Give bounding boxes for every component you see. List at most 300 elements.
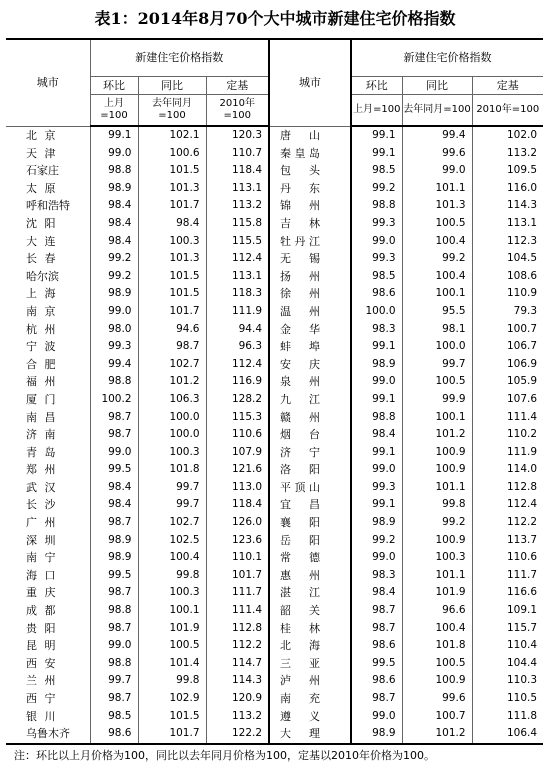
city-name-left: 深圳 (26, 533, 56, 547)
mom-value-right: 99.1 (351, 126, 402, 145)
table-row (6, 672, 543, 690)
mom-value-left: 98.4 (90, 496, 138, 514)
base-value-left: 126.0 (206, 514, 269, 532)
yoy-value-right: 101.2 (402, 426, 472, 444)
yoy-value-left: 106.3 (138, 391, 206, 409)
table-row (6, 285, 543, 303)
yoy-value-right: 100.5 (402, 655, 472, 673)
column-header-mom-left: 环比 (90, 77, 138, 95)
table-row (6, 233, 543, 251)
city-name-right: 三亚 (269, 655, 351, 673)
table-body (6, 126, 543, 744)
city-name-left: 青岛 (26, 445, 56, 459)
yoy-value-right: 98.1 (402, 321, 472, 339)
mom-value-right: 99.3 (351, 479, 402, 497)
mom-value-right: 98.6 (351, 637, 402, 655)
table-row (6, 338, 543, 356)
yoy-value-left: 101.3 (138, 180, 206, 198)
city-name-right: 唐山 (269, 126, 351, 145)
base-value-left: 115.5 (206, 233, 269, 251)
table-row (6, 725, 543, 744)
yoy-value-right: 101.1 (402, 479, 472, 497)
city-name-right: 宜昌 (269, 496, 351, 514)
city-name-right: 大理 (269, 725, 351, 744)
city-name-right: 秦皇岛 (269, 145, 351, 163)
yoy-value-right: 100.4 (402, 268, 472, 286)
mom-value-left: 99.5 (90, 461, 138, 479)
base-value-left: 118.3 (206, 285, 269, 303)
mom-value-left: 98.7 (90, 426, 138, 444)
table-row (6, 409, 543, 427)
mom-value-left: 98.7 (90, 514, 138, 532)
city-name-right: 赣州 (269, 409, 351, 427)
base-value-right: 113.1 (472, 215, 543, 233)
base-value-left: 113.2 (206, 197, 269, 215)
city-name-left: 西安 (26, 656, 56, 670)
unit-header-mom-right: 上月=100 (351, 95, 402, 127)
table-row (6, 637, 543, 655)
city-name-right: 包头 (269, 162, 351, 180)
mom-value-left: 98.7 (90, 620, 138, 638)
mom-value-right: 98.9 (351, 514, 402, 532)
yoy-value-right: 99.9 (402, 391, 472, 409)
base-value-left: 116.9 (206, 373, 269, 391)
base-value-right: 110.4 (472, 637, 543, 655)
yoy-value-right: 101.8 (402, 637, 472, 655)
mom-value-right: 98.5 (351, 268, 402, 286)
table-row (6, 145, 543, 163)
city-name-right: 南充 (269, 690, 351, 708)
mom-value-right: 99.0 (351, 373, 402, 391)
base-value-right: 113.2 (472, 145, 543, 163)
base-value-right: 110.6 (472, 549, 543, 567)
city-name-left: 杭州 (26, 322, 56, 336)
yoy-value-left: 102.5 (138, 532, 206, 550)
yoy-value-left: 101.3 (138, 250, 206, 268)
base-value-right: 116.6 (472, 584, 543, 602)
city-name-left: 南京 (26, 304, 56, 318)
city-name-right: 济宁 (269, 444, 351, 462)
base-value-right: 109.5 (472, 162, 543, 180)
base-value-left: 113.0 (206, 479, 269, 497)
yoy-value-right: 100.5 (402, 373, 472, 391)
column-group-header-right: 新建住宅价格指数 (351, 39, 543, 77)
mom-value-left: 98.7 (90, 584, 138, 602)
table-row (6, 215, 543, 233)
base-value-right: 111.8 (472, 708, 543, 726)
yoy-value-left: 99.7 (138, 479, 206, 497)
yoy-value-left: 100.4 (138, 549, 206, 567)
yoy-value-right: 100.9 (402, 444, 472, 462)
header-row-group (6, 39, 543, 77)
table-row (6, 496, 543, 514)
yoy-value-right: 99.0 (402, 162, 472, 180)
mom-value-left: 98.0 (90, 321, 138, 339)
yoy-value-right: 99.6 (402, 145, 472, 163)
column-group-header-left: 新建住宅价格指数 (90, 39, 269, 77)
base-value-right: 111.4 (472, 409, 543, 427)
mom-value-right: 99.3 (351, 250, 402, 268)
base-value-left: 113.1 (206, 268, 269, 286)
yoy-value-left: 100.0 (138, 409, 206, 427)
city-name-left: 宁波 (26, 340, 56, 354)
base-value-left: 112.8 (206, 620, 269, 638)
city-name-left: 广州 (26, 516, 56, 530)
yoy-value-left: 101.4 (138, 655, 206, 673)
table-row (6, 690, 543, 708)
base-value-left: 115.3 (206, 409, 269, 427)
yoy-value-left: 101.9 (138, 620, 206, 638)
mom-value-left: 99.3 (90, 338, 138, 356)
city-name-left: 南昌 (26, 410, 56, 424)
column-header-city-left: 城市 (6, 39, 90, 126)
city-name-left: 乌鲁木齐 (6, 725, 90, 744)
table-row (6, 180, 543, 198)
mom-value-left: 98.4 (90, 215, 138, 233)
base-value-left: 110.1 (206, 549, 269, 567)
yoy-value-left: 101.8 (138, 461, 206, 479)
yoy-value-left: 100.3 (138, 233, 206, 251)
city-name-right: 韶关 (269, 602, 351, 620)
base-value-right: 108.6 (472, 268, 543, 286)
mom-value-left: 98.4 (90, 233, 138, 251)
yoy-value-left: 101.7 (138, 197, 206, 215)
base-value-left: 114.7 (206, 655, 269, 673)
unit-header-base-left: 2010年=100 (206, 95, 269, 127)
city-name-right: 丹东 (269, 180, 351, 198)
city-name-left: 济南 (26, 428, 56, 442)
mom-value-right: 99.5 (351, 655, 402, 673)
mom-value-right: 98.6 (351, 672, 402, 690)
base-value-left: 123.6 (206, 532, 269, 550)
base-value-right: 102.0 (472, 126, 543, 145)
base-value-left: 110.6 (206, 426, 269, 444)
city-name-right: 温州 (269, 303, 351, 321)
mom-value-right: 99.1 (351, 391, 402, 409)
city-name-left: 天津 (26, 146, 56, 160)
yoy-value-left: 101.5 (138, 268, 206, 286)
city-name-right: 湛江 (269, 584, 351, 602)
city-name-right: 泉州 (269, 373, 351, 391)
column-header-city-right: 城市 (269, 39, 351, 126)
unit-header-yoy-right: 去年同月=100 (402, 95, 472, 127)
base-value-left: 112.4 (206, 250, 269, 268)
base-value-left: 120.9 (206, 690, 269, 708)
base-value-right: 106.9 (472, 356, 543, 374)
yoy-value-right: 100.0 (402, 338, 472, 356)
city-name-left: 南宁 (26, 551, 56, 565)
base-value-left: 112.2 (206, 637, 269, 655)
city-name-right: 扬州 (269, 268, 351, 286)
mom-value-left: 99.2 (90, 250, 138, 268)
city-name-right: 常德 (269, 549, 351, 567)
mom-value-left: 98.9 (90, 180, 138, 198)
base-value-left: 118.4 (206, 496, 269, 514)
city-name-left: 长春 (26, 252, 56, 266)
city-name-right: 襄阳 (269, 514, 351, 532)
mom-value-left: 98.4 (90, 197, 138, 215)
yoy-value-left: 100.3 (138, 444, 206, 462)
base-value-right: 112.3 (472, 233, 543, 251)
base-value-left: 94.4 (206, 321, 269, 339)
base-value-left: 120.3 (206, 126, 269, 145)
city-name-left: 兰州 (26, 674, 56, 688)
table-row (6, 356, 543, 374)
unit-header-base-right: 2010年=100 (472, 95, 543, 127)
city-name-left: 大连 (26, 234, 56, 248)
base-value-right: 113.7 (472, 532, 543, 550)
mom-value-left: 98.5 (90, 708, 138, 726)
base-value-right: 105.9 (472, 373, 543, 391)
yoy-value-right: 101.1 (402, 567, 472, 585)
mom-value-right: 98.7 (351, 690, 402, 708)
city-name-right: 岳阳 (269, 532, 351, 550)
base-value-left: 113.2 (206, 708, 269, 726)
base-value-left: 111.7 (206, 584, 269, 602)
base-value-right: 110.5 (472, 690, 543, 708)
mom-value-left: 99.0 (90, 444, 138, 462)
mom-value-left: 99.2 (90, 268, 138, 286)
mom-value-left: 99.0 (90, 303, 138, 321)
city-name-left: 福州 (26, 375, 56, 389)
table-row (6, 303, 543, 321)
mom-value-right: 99.2 (351, 180, 402, 198)
mom-value-right: 98.4 (351, 584, 402, 602)
yoy-value-left: 100.0 (138, 426, 206, 444)
base-value-left: 112.4 (206, 356, 269, 374)
mom-value-left: 99.0 (90, 145, 138, 163)
column-header-base-right: 定基 (472, 77, 543, 95)
mom-value-right: 99.1 (351, 145, 402, 163)
mom-value-right: 99.1 (351, 338, 402, 356)
yoy-value-right: 96.6 (402, 602, 472, 620)
base-value-left: 121.6 (206, 461, 269, 479)
yoy-value-right: 100.4 (402, 233, 472, 251)
base-value-left: 118.4 (206, 162, 269, 180)
base-value-right: 115.7 (472, 620, 543, 638)
base-value-right: 112.4 (472, 496, 543, 514)
yoy-value-left: 102.1 (138, 126, 206, 145)
yoy-value-right: 101.1 (402, 180, 472, 198)
city-name-right: 徐州 (269, 285, 351, 303)
mom-value-left: 98.7 (90, 690, 138, 708)
city-name-left: 贵阳 (26, 621, 56, 635)
yoy-value-right: 100.9 (402, 461, 472, 479)
city-name-right: 牡丹江 (269, 233, 351, 251)
city-name-right: 遵义 (269, 708, 351, 726)
city-name-left: 昆明 (26, 639, 56, 653)
mom-value-right: 99.0 (351, 708, 402, 726)
table-row (6, 620, 543, 638)
city-name-right: 烟台 (269, 426, 351, 444)
base-value-right: 79.3 (472, 303, 543, 321)
city-name-right: 金华 (269, 321, 351, 339)
table-row (6, 126, 543, 145)
mom-value-right: 98.5 (351, 162, 402, 180)
yoy-value-right: 100.9 (402, 672, 472, 690)
table-row (6, 567, 543, 585)
mom-value-right: 99.1 (351, 496, 402, 514)
mom-value-right: 99.0 (351, 549, 402, 567)
city-name-left: 呼和浩特 (26, 199, 70, 213)
yoy-value-right: 99.6 (402, 690, 472, 708)
table-row (6, 514, 543, 532)
mom-value-right: 99.2 (351, 532, 402, 550)
mom-value-left: 99.7 (90, 672, 138, 690)
base-value-right: 114.0 (472, 461, 543, 479)
yoy-value-left: 98.7 (138, 338, 206, 356)
table-row (6, 584, 543, 602)
base-value-right: 112.2 (472, 514, 543, 532)
table-row (6, 197, 543, 215)
table-row (6, 708, 543, 726)
yoy-value-right: 101.3 (402, 197, 472, 215)
mom-value-right: 100.0 (351, 303, 402, 321)
city-name-right: 锦州 (269, 197, 351, 215)
city-name-left: 海口 (26, 568, 56, 582)
base-value-left: 111.4 (206, 602, 269, 620)
mom-value-right: 98.8 (351, 409, 402, 427)
base-value-right: 114.3 (472, 197, 543, 215)
base-value-left: 107.9 (206, 444, 269, 462)
city-name-right: 洛阳 (269, 461, 351, 479)
yoy-value-left: 101.7 (138, 303, 206, 321)
mom-value-right: 98.9 (351, 725, 402, 744)
city-name-left: 长沙 (26, 498, 56, 512)
city-name-left: 哈尔滨 (26, 269, 59, 283)
yoy-value-left: 99.8 (138, 672, 206, 690)
table-row (6, 250, 543, 268)
yoy-value-left: 101.7 (138, 725, 206, 744)
city-name-right: 安庆 (269, 356, 351, 374)
mom-value-left: 98.9 (90, 532, 138, 550)
city-name-left: 郑州 (26, 463, 56, 477)
yoy-value-left: 98.4 (138, 215, 206, 233)
table-row (6, 391, 543, 409)
mom-value-left: 98.4 (90, 479, 138, 497)
base-value-left: 115.8 (206, 215, 269, 233)
yoy-value-right: 99.8 (402, 496, 472, 514)
mom-value-right: 99.0 (351, 461, 402, 479)
yoy-value-right: 101.9 (402, 584, 472, 602)
mom-value-right: 98.8 (351, 197, 402, 215)
mom-value-left: 100.2 (90, 391, 138, 409)
mom-value-right: 98.7 (351, 602, 402, 620)
mom-value-right: 98.6 (351, 285, 402, 303)
city-name-right: 北海 (269, 637, 351, 655)
mom-value-right: 98.7 (351, 620, 402, 638)
yoy-value-left: 102.7 (138, 356, 206, 374)
city-name-left: 合肥 (26, 357, 56, 371)
yoy-value-right: 99.7 (402, 356, 472, 374)
base-value-left: 113.1 (206, 180, 269, 198)
base-value-left: 128.2 (206, 391, 269, 409)
yoy-value-left: 100.3 (138, 584, 206, 602)
mom-value-right: 99.0 (351, 233, 402, 251)
city-name-right: 惠州 (269, 567, 351, 585)
yoy-value-right: 99.4 (402, 126, 472, 145)
yoy-value-right: 95.5 (402, 303, 472, 321)
price-index-table (6, 38, 543, 745)
yoy-value-right: 100.5 (402, 215, 472, 233)
mom-value-left: 98.8 (90, 373, 138, 391)
mom-value-right: 98.3 (351, 321, 402, 339)
city-name-left: 成都 (26, 604, 56, 618)
city-name-left: 武汉 (26, 480, 56, 494)
yoy-value-right: 100.1 (402, 409, 472, 427)
mom-value-right: 98.4 (351, 426, 402, 444)
city-name-right: 泸州 (269, 672, 351, 690)
city-name-left: 重庆 (26, 586, 56, 600)
city-name-right: 无锡 (269, 250, 351, 268)
unit-header-yoy-left: 去年同月=100 (138, 95, 206, 127)
base-value-left: 110.7 (206, 145, 269, 163)
base-value-right: 109.1 (472, 602, 543, 620)
mom-value-left: 99.1 (90, 126, 138, 145)
city-name-left: 银川 (26, 709, 56, 723)
yoy-value-left: 94.6 (138, 321, 206, 339)
base-value-right: 110.2 (472, 426, 543, 444)
yoy-value-left: 102.9 (138, 690, 206, 708)
mom-value-right: 99.3 (351, 215, 402, 233)
city-name-left: 厦门 (26, 392, 56, 406)
yoy-value-right: 100.9 (402, 532, 472, 550)
base-value-right: 106.7 (472, 338, 543, 356)
yoy-value-left: 101.5 (138, 285, 206, 303)
table-title: 表1：2014年8月70个大中城市新建住宅价格指数 (94, 9, 456, 28)
mom-value-left: 98.8 (90, 655, 138, 673)
city-name-left: 沈阳 (26, 216, 56, 230)
yoy-value-right: 99.2 (402, 514, 472, 532)
yoy-value-right: 100.4 (402, 620, 472, 638)
column-header-yoy-left: 同比 (138, 77, 206, 95)
mom-value-left: 98.9 (90, 549, 138, 567)
city-name-left: 西宁 (26, 692, 56, 705)
table-row (6, 426, 543, 444)
mom-value-left: 99.5 (90, 567, 138, 585)
yoy-value-right: 99.2 (402, 250, 472, 268)
column-header-yoy-right: 同比 (402, 77, 472, 95)
yoy-value-right: 100.1 (402, 285, 472, 303)
yoy-value-left: 99.7 (138, 496, 206, 514)
yoy-value-left: 100.1 (138, 602, 206, 620)
table-row (6, 532, 543, 550)
city-name-right: 九江 (269, 391, 351, 409)
city-name-right: 蚌埠 (269, 338, 351, 356)
city-name-left: 石家庄 (26, 164, 59, 178)
base-value-left: 111.9 (206, 303, 269, 321)
mom-value-left: 98.8 (90, 602, 138, 620)
table-row (6, 268, 543, 286)
city-name-right: 平顶山 (269, 479, 351, 497)
base-value-right: 110.3 (472, 672, 543, 690)
mom-value-left: 98.7 (90, 409, 138, 427)
table-row (6, 321, 543, 339)
base-value-right: 112.8 (472, 479, 543, 497)
base-value-left: 122.2 (206, 725, 269, 744)
footnote: 注：环比以上月价格为100，同比以去年同月价格为100，定基以2010年价格为100。 (14, 749, 435, 762)
base-value-right: 111.7 (472, 567, 543, 585)
yoy-value-right: 100.7 (402, 708, 472, 726)
yoy-value-left: 101.5 (138, 708, 206, 726)
base-value-right: 104.4 (472, 655, 543, 673)
table-row (6, 162, 543, 180)
base-value-right: 104.5 (472, 250, 543, 268)
column-header-base-left: 定基 (206, 77, 269, 95)
mom-value-left: 99.0 (90, 637, 138, 655)
table-row (6, 549, 543, 567)
base-value-right: 116.0 (472, 180, 543, 198)
